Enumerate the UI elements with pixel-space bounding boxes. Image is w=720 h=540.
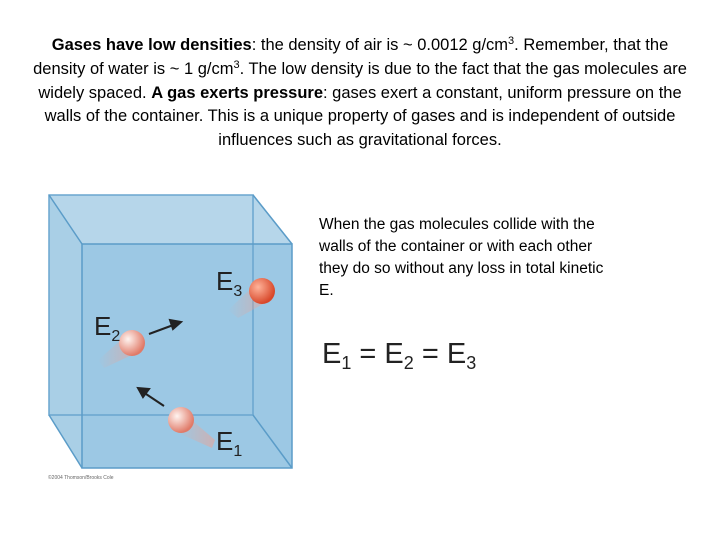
superscript: 3	[233, 58, 240, 71]
text: : the density of air is ~ 0.0012 g/cm	[251, 36, 509, 54]
heading-low-densities: Gases have low densities	[51, 36, 252, 54]
copyright: ©2004 Thomson/Brooks Cole	[48, 475, 114, 481]
label-e3: $E_3$	[216, 266, 243, 300]
heading-pressure: A gas exerts pressure	[151, 83, 324, 102]
label-e2: $E_2$	[94, 311, 121, 345]
energy-equation: $E_1 = E_2 = E_3$	[322, 338, 477, 373]
superscript: 3	[508, 35, 515, 47]
collision-text: When the gas molecules collide with the walls of the container or with each other they do so without any loss in total kinetic E.	[319, 216, 604, 299]
text: . The low density is due to the fact that the gas molecules are widely spaced.	[38, 59, 687, 102]
label-e1: $E_1$	[216, 426, 243, 460]
text: : gases exert a constant, uniform pressure on the walls of the container. This is a unique property of gases and is independent of outside influences such as gravitational forces.	[44, 83, 682, 150]
text: . Remember, that the density of water is ~ 1 g/cm	[33, 36, 669, 78]
